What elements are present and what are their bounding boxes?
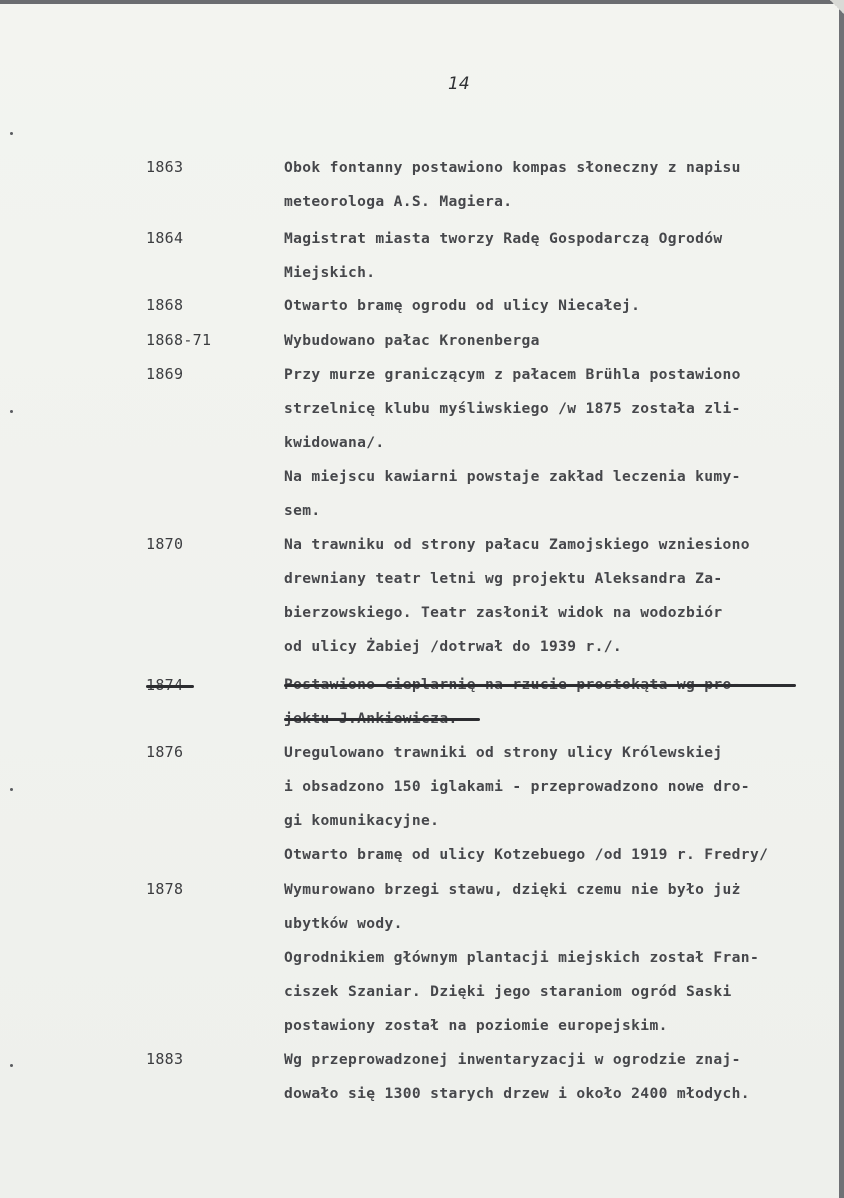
entry-line: ciszek Szaniar. Dzięki jego staraniom ogród Saski <box>284 983 732 1000</box>
entry-line: Uregulowano trawniki od strony ulicy Królewskiej <box>284 744 723 761</box>
entry-line: Otwarto bramę od ulicy Kotzebuego /od 1919 r. Fredry/ <box>284 846 769 863</box>
entry-line: Obok fontanny postawiono kompas słoneczny z napisu <box>284 159 741 176</box>
entry-text <box>284 296 840 330</box>
entry-line: Magistrat miasta tworzy Radę Gospodarczą Ogrodów <box>284 230 723 247</box>
chronology-entry-struck <box>0 675 844 694</box>
entry-year: 1868-71 <box>146 331 212 349</box>
entry-line: Otwarto bramę ogrodu od ulicy Niecałej. <box>284 297 641 314</box>
entry-year: 1870 <box>146 535 184 553</box>
entry-line: drewniany teatr letni wg projektu Aleksandra Za- <box>284 570 723 587</box>
entry-year: 1876 <box>146 743 184 761</box>
entry-line: Na miejscu kawiarni powstaje zakład leczenia kumy- <box>284 468 741 485</box>
strikethrough-mark <box>284 718 480 721</box>
entry-line: ubytków wody. <box>284 915 403 932</box>
entry-year: 1868 <box>146 296 184 314</box>
entry-line: meteorologa A.S. Magiera. <box>284 193 513 210</box>
entry-text <box>284 1050 840 1118</box>
entry-text <box>284 880 840 1050</box>
entry-line: postawiony został na poziomie europejskim. <box>284 1017 668 1034</box>
entry-line: strzelnicę klubu myśliwskiego /w 1875 została zli- <box>284 400 741 417</box>
entry-year: 1869 <box>146 365 184 383</box>
entry-line: bierzowskiego. Teatr zasłonił widok na wodozbiór <box>284 604 723 621</box>
entry-year: 1863 <box>146 158 184 176</box>
entry-line: Wymurowano brzegi stawu, dzięki czemu nie było już <box>284 881 741 898</box>
entry-year <box>146 676 183 694</box>
entry-line: Ogrodnikiem głównym plantacji miejskich został Fran- <box>284 949 760 966</box>
entry-text <box>284 229 840 297</box>
entry-line: od ulicy Żabiej /dotrwał do 1939 r./. <box>284 638 623 655</box>
entry-text <box>284 158 840 226</box>
entry-line: Na trawniku od strony pałacu Zamojskiego wzniesiono <box>284 536 750 553</box>
strikethrough-mark <box>146 685 194 688</box>
entry-year: 1878 <box>146 880 184 898</box>
entry-text <box>284 535 840 671</box>
entry-line: gi komunikacyjne. <box>284 812 440 829</box>
entry-text <box>284 365 840 535</box>
entry-line: Wybudowano pałac Kronenberga <box>284 332 540 349</box>
entry-text <box>284 743 840 879</box>
entry-line: Wg przeprowadzonej inwentaryzacji w ogrodzie znaj- <box>284 1051 741 1068</box>
page-number: 14 <box>448 74 470 94</box>
entry-text <box>284 675 840 743</box>
entry-year: 1864 <box>146 229 184 247</box>
entry-line: Przy murze graniczącym z pałacem Brühla postawiono <box>284 366 741 383</box>
entry-text <box>284 331 840 365</box>
entry-line: Miejskich. <box>284 264 376 281</box>
entry-year: 1883 <box>146 1050 184 1068</box>
entry-line: sem. <box>284 502 321 519</box>
entry-line <box>284 675 840 709</box>
entry-line: i obsadzono 150 iglakami - przeprowadzono nowe dro- <box>284 778 750 795</box>
entry-line <box>284 709 840 743</box>
entry-line: kwidowana/. <box>284 434 385 451</box>
entry-line: dowało się 1300 starych drzew i około 2400 młodych. <box>284 1085 750 1102</box>
strikethrough-mark <box>284 684 796 687</box>
